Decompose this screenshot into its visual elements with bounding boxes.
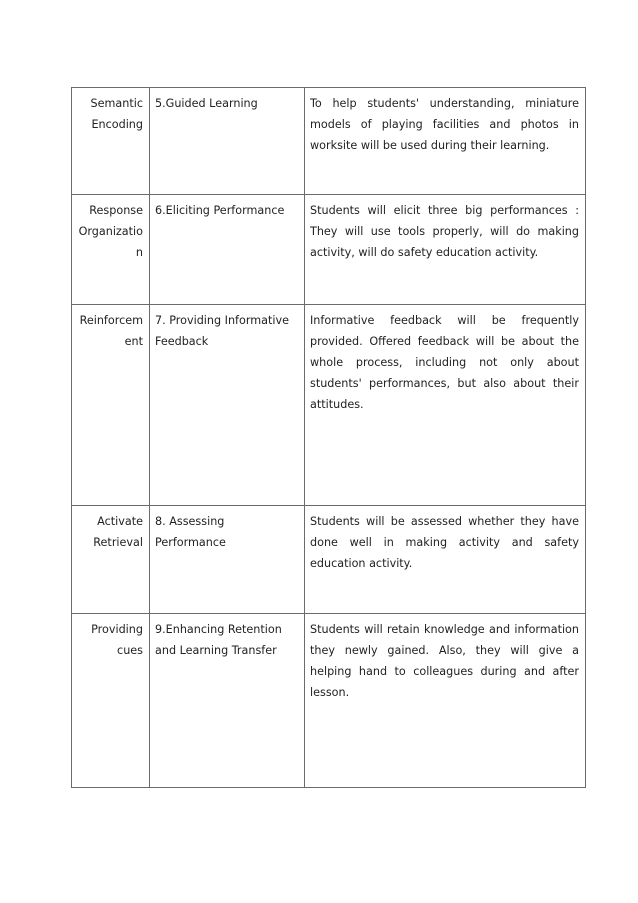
stage-label: Semantic bbox=[90, 97, 143, 110]
event-cell: 6.Eliciting Performance bbox=[150, 195, 305, 305]
instruction-events-table bbox=[71, 87, 586, 788]
table-row bbox=[72, 88, 586, 195]
stage-label: Activate bbox=[97, 515, 143, 528]
stage-label: Reinforcem bbox=[79, 314, 143, 327]
stage-label: Retrieval bbox=[93, 536, 143, 549]
table-row bbox=[72, 305, 586, 506]
stage-label: Providing bbox=[91, 623, 143, 636]
description-cell: To help students' understanding, miniature models of playing facilities and photos in worksite will be used during their learning. bbox=[305, 88, 586, 195]
description-cell: Students will retain knowledge and information they newly gained. Also, they will give a helping hand to colleagues during and after lesson. bbox=[305, 614, 586, 788]
description-cell: Students will elicit three big performances : They will use tools properly, will do making activity, will do safety education activity. bbox=[305, 195, 586, 305]
table-row bbox=[72, 195, 586, 305]
stage-cell bbox=[72, 195, 150, 305]
description-cell: Informative feedback will be frequently provided. Offered feedback will be about the whole process, including not only about students' performances, but also about their attitudes. bbox=[305, 305, 586, 506]
stage-cell bbox=[72, 506, 150, 614]
stage-label: cues bbox=[117, 644, 143, 657]
stage-cell bbox=[72, 88, 150, 195]
event-cell: 8. Assessing Performance bbox=[150, 506, 305, 614]
stage-label: Response bbox=[89, 204, 143, 217]
description-cell: Students will be assessed whether they have done well in making activity and safety education activity. bbox=[305, 506, 586, 614]
stage-label: Organizatio bbox=[78, 225, 143, 238]
table-row bbox=[72, 614, 586, 788]
event-cell: 5.Guided Learning bbox=[150, 88, 305, 195]
stage-label: Encoding bbox=[91, 118, 143, 131]
stage-label: ent bbox=[124, 335, 143, 348]
stage-label: n bbox=[135, 246, 143, 259]
table-row bbox=[72, 506, 586, 614]
event-cell: 7. Providing Informative Feedback bbox=[150, 305, 305, 506]
stage-cell bbox=[72, 614, 150, 788]
event-cell: 9.Enhancing Retention and Learning Transfer bbox=[150, 614, 305, 788]
stage-cell bbox=[72, 305, 150, 506]
